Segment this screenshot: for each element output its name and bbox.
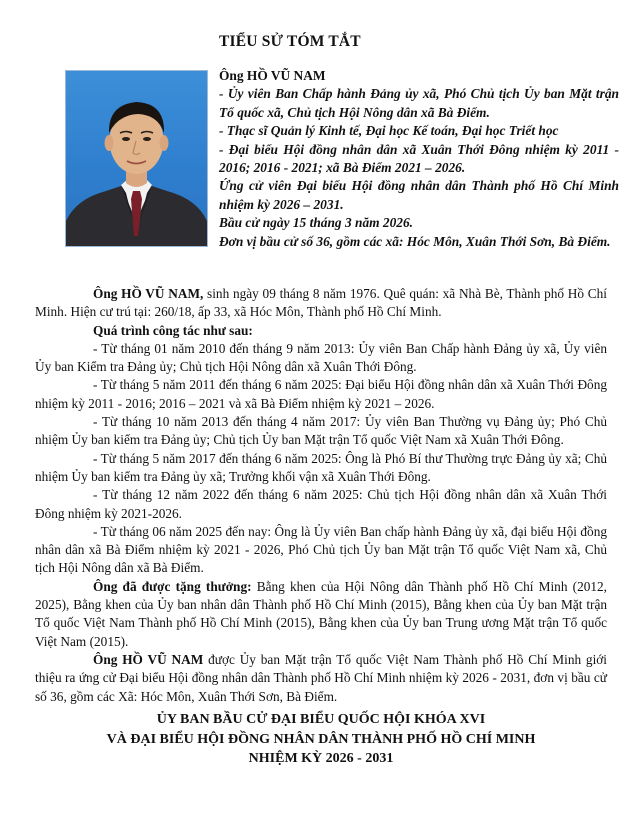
election-date: Bầu cử ngày 15 tháng 3 năm 2026. [219, 215, 414, 231]
portrait-photo [65, 70, 208, 247]
role-line: - Đại biểu Hội đồng nhân dân xã Xuân Thới Đông nhiệm kỳ 2011 - 2016; 2016 - 2021; xã Bà Điểm 2021 – 2026. [219, 141, 619, 176]
nomination-text: được Ủy ban Mặt trận Tổ quốc Việt Nam Thành phố Hồ Chí Minh giới thiệu ra ứng cử Đại biểu Hội đồng nhân dân Thành phố Hồ Chí Minh nhiệm kỳ 2026 - 2031, đơn vị bầu cử số 36, gồm các Xã: Hóc Môn, Xuân Thới Sơn, Bà Điểm. [35, 651, 608, 704]
awards-label: Ông đã được tặng thưởng: [93, 578, 252, 594]
career-item: - Từ tháng 12 năm 2022 đến tháng 6 năm 2025: Chủ tịch Hội đồng nhân dân xã Xuân Thới Đông nhiệm kỳ 2021-2026. [35, 487, 607, 521]
constituency-line: Đơn vị bầu cử số 36, gồm các xã: Hóc Môn, Xuân Thới Sơn, Bà Điểm. [219, 233, 611, 249]
issuer-block [35, 710, 607, 769]
page-title: TIỂU SỬ TÓM TẮT [219, 33, 361, 50]
nomination-name: Ông HỒ VŨ NAM [93, 651, 204, 667]
intro-paragraph [35, 285, 607, 322]
candidate-summary [219, 67, 619, 251]
nomination-paragraph [35, 651, 607, 706]
portrait-illustration [66, 71, 207, 246]
awards-paragraph [35, 578, 607, 651]
career-item: - Từ tháng 10 năm 2013 đến tháng 4 năm 2017: Ủy viên Ban Thường vụ Đảng ủy; Phó Chủ nhiệm Ủy ban kiểm tra Đảng ủy; Chủ tịch Ủy ban Mặt trận Tổ quốc Việt Nam xã Xuân Thới Đông. [35, 414, 607, 448]
awards-text: Bằng khen của Hội Nông dân Thành phố Hồ Chí Minh (2012, 2025), Bằng khen của Ủy ban nhân dân Thành phố Hồ Chí Minh (2015), Bằng khen của Ủy ban Mặt trận Tổ quốc Việt Nam Thành phố Hồ Chí Minh (2015), Bằng khen của Ủy ban Trung ương Mặt trận Tổ quốc Việt Nam (2015). [35, 578, 607, 649]
career-heading: Quá trình công tác như sau: [93, 322, 253, 338]
role-line: - Thạc sĩ Quản lý Kinh tế, Đại học Kế toán, Đại học Triết học [219, 123, 559, 139]
biography-body [35, 285, 607, 706]
career-item: - Từ tháng 5 năm 2017 đến tháng 6 năm 2025: Ông là Phó Bí thư Thường trực Đảng ủy xã; Chủ nhiệm Ủy ban kiểm tra Đảng ủy xã; Trưởng khối vận xã Xuân Thới Đông. [35, 450, 607, 484]
career-item: - Từ tháng 5 năm 2011 đến tháng 6 năm 2025: Đại biểu Hội đồng nhân dân xã Xuân Thới Đông nhiệm kỳ 2011 - 2016; 2016 – 2021 và xã Bà Điểm nhiệm kỳ 2021 – 2026. [35, 377, 607, 411]
intro-name: Ông HỒ VŨ NAM, [93, 286, 204, 301]
intro-text: sinh ngày 09 tháng 8 năm 1976. Quê quán: xã Nhà Bè, Thành phố Hồ Chí Minh. Hiện cư trú tại: 260/18, ấp 33, xã Hóc Môn, Thành phố Hồ Chí Minh. [35, 286, 607, 320]
issuer-line: NHIỆM KỲ 2026 - 2031 [248, 751, 394, 766]
issuer-line: ỦY BAN BẦU CỬ ĐẠI BIỂU QUỐC HỘI KHÓA XVI [156, 712, 486, 727]
career-item: - Từ tháng 06 năm 2025 đến nay: Ông là Ủy viên Ban chấp hành Đảng ủy xã, đại biểu Hội đồng nhân dân xã Bà Điểm nhiệm kỳ 2021 - 2026, Phó Chủ tịch Ủy ban Mặt trận Tổ quốc Việt Nam xã, Chủ tịch Hội Nông dân xã Bà Điểm. [35, 523, 607, 576]
candidacy-line: Ứng cử viên Đại biểu Hội đồng nhân dân Thành phố Hồ Chí Minh nhiệm kỳ 2026 – 2031. [219, 178, 619, 212]
role-line: - Ủy viên Ban Chấp hành Đảng ủy xã, Phó Chủ tịch Ủy ban Mặt trận Tổ quốc xã, Chủ tịch Hội Nông dân xã Bà Điểm. [219, 86, 619, 120]
issuer-line: VÀ ĐẠI BIỂU HỘI ĐỒNG NHÂN DÂN THÀNH PHỐ HỒ CHÍ MINH [106, 731, 536, 747]
candidate-name: Ông HỒ VŨ NAM [219, 68, 326, 83]
career-item: - Từ tháng 01 năm 2010 đến tháng 9 năm 2013: Ủy viên Ban Chấp hành Đảng ủy xã, Ủy viên Ủy ban Kiểm tra Đảng ủy; Chủ tịch Hội Nông dân xã Xuân Thới Đông. [35, 340, 607, 375]
